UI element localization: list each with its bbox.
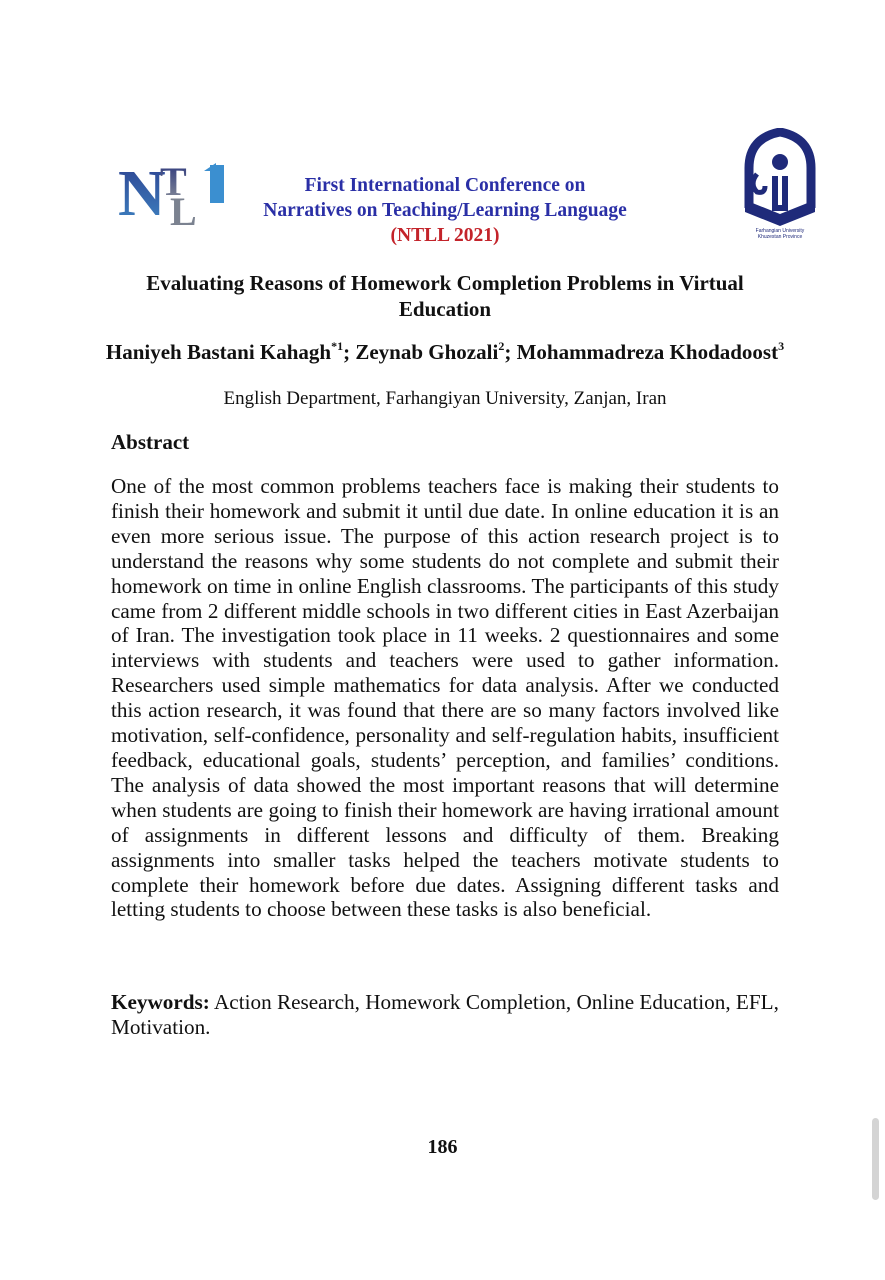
page-number: 186 <box>427 1136 458 1158</box>
university-caption-1: Farhangian University <box>755 228 805 234</box>
author-separator: ; <box>343 340 356 364</box>
author-name: Mohammadreza Khodadoost <box>516 340 779 364</box>
svg-text:N: N <box>118 157 166 229</box>
ntll-logo-icon <box>118 155 236 229</box>
author-mark: *1 <box>331 339 344 353</box>
keywords-list: Action Research, Homework Completion, Online Education, EFL, Motivation. <box>111 990 779 1039</box>
conference-header <box>230 173 660 248</box>
paper-title: Evaluating Reasons of Homework Completion Problems in Virtual Education <box>146 271 744 321</box>
author-mark: 3 <box>778 339 785 353</box>
keywords <box>111 990 779 1040</box>
author-name: Haniyeh Bastani Kahagh <box>105 340 332 364</box>
scrollbar-thumb[interactable] <box>872 1118 879 1200</box>
abstract-body: One of the most common problems teachers face is making their students to finish their homework and submit it until due date. In online education it is an even more serious issue. The purpose of this action research project is to understand the reasons why some students do not complete and submit their homework on time in online English classrooms. The participants of this study came from 2 different middle schools in two different cities in East Azerbaijan of Iran. The investigation took place in 11 weeks. 2 questionnaires and some interviews with students and teachers were used to gather information. Researchers used simple mathematics for data analysis. After we conducted this action research, it was found that there are so many factors involved like motivation, self-confidence, personality and self-regulation habits, insufficient feedback, educational goals, students’ perception, and families’ conditions. The analysis of data showed the most important reasons that will determine when students are going to finish their homework are having irrational amount of assignments in different lessons and difficulty of them. Breaking assignments into smaller tasks helped the teachers motivate students to complete their homework before due dates. Assigning different tasks and letting students to choose between these tasks is also beneficial. <box>111 474 779 922</box>
abstract-heading: Abstract <box>111 430 190 454</box>
svg-text:L: L <box>170 189 197 229</box>
keywords-label: Keywords: <box>111 990 210 1014</box>
conference-name-line2: Narratives on Teaching/Learning Language <box>263 200 627 221</box>
conference-year: (NTLL 2021) <box>390 225 500 246</box>
conference-name-line1: First International Conference on <box>304 175 586 196</box>
university-logo-icon <box>735 128 825 240</box>
author-name: Zeynab Ghozali <box>355 340 499 364</box>
author-separator: ; <box>504 340 517 364</box>
author-list <box>100 340 790 365</box>
author-mark: 2 <box>498 339 505 353</box>
affiliation: English Department, Farhangiyan University, Zanjan, Iran <box>223 388 667 409</box>
university-caption-2: Khuzestan Province <box>757 234 803 240</box>
svg-text:T: T <box>160 159 187 204</box>
